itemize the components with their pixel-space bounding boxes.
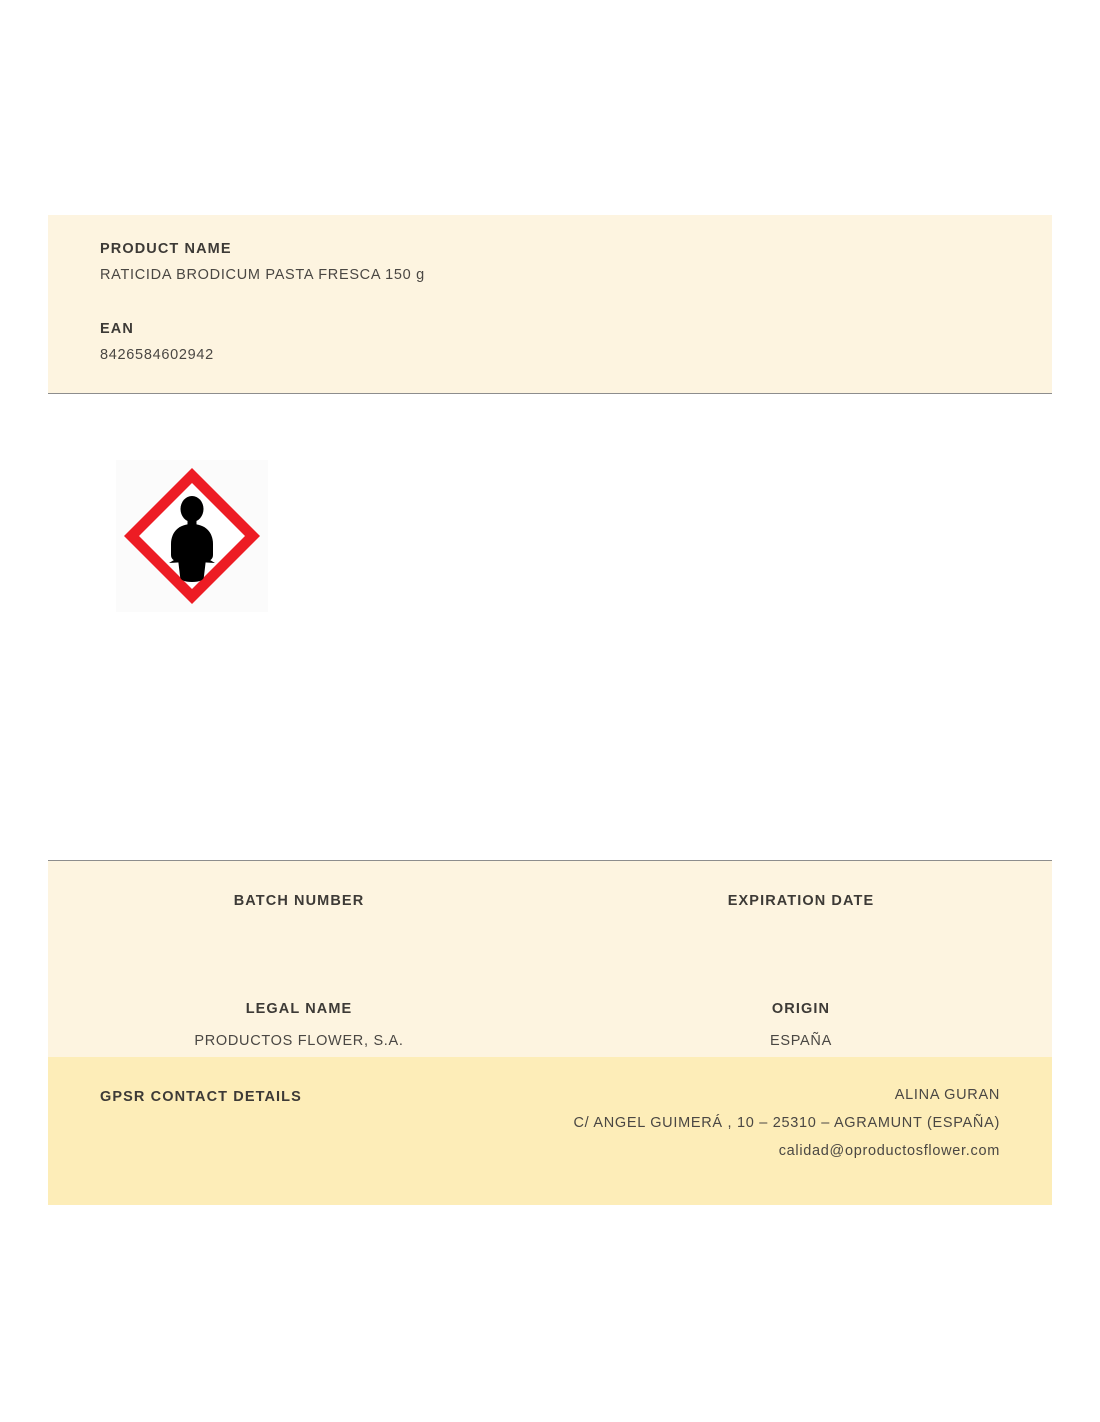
origin-value: ESPAÑA xyxy=(770,1033,832,1049)
batch-expiration-row xyxy=(48,883,1052,953)
batch-number-value xyxy=(68,925,530,943)
batch-number-label: BATCH NUMBER xyxy=(233,893,365,909)
product-details-block xyxy=(48,860,1052,1088)
legal-origin-row xyxy=(48,991,1052,1061)
gpsr-contact-email[interactable]: calidad@oproductosflower.com xyxy=(778,1143,1000,1159)
pictogram-area xyxy=(48,440,1052,840)
product-name-label: PRODUCT NAME xyxy=(100,241,232,257)
health-hazard-icon xyxy=(116,460,268,612)
legal-name-label: LEGAL NAME xyxy=(245,1001,353,1017)
gpsr-contact-address: C/ ANGEL GUIMERÁ , 10 – 25310 – AGRAMUNT (ESPAÑA) xyxy=(573,1115,1000,1131)
ean-group xyxy=(100,321,1000,363)
product-name-group xyxy=(100,241,1000,283)
expiration-date-value xyxy=(570,925,1032,943)
gpsr-contact-name: ALINA GURAN xyxy=(894,1087,1000,1103)
ean-label: EAN xyxy=(100,321,134,337)
batch-number-cell xyxy=(48,883,550,953)
gpsr-contact-lines xyxy=(302,1087,1000,1159)
legal-name-value: PRODUCTOS FLOWER, S.A. xyxy=(194,1033,404,1049)
gpsr-contact-label: GPSR CONTACT DETAILS xyxy=(100,1089,302,1105)
product-identification-block xyxy=(48,215,1052,394)
origin-cell xyxy=(550,991,1052,1061)
expiration-date-label: EXPIRATION DATE xyxy=(727,893,875,909)
ean-value: 8426584602942 xyxy=(100,347,214,363)
gpsr-contact-block xyxy=(48,1057,1052,1205)
origin-label: ORIGIN xyxy=(771,1001,831,1017)
legal-name-cell xyxy=(48,991,550,1061)
product-name-value: RATICIDA BRODICUM PASTA FRESCA 150 g xyxy=(100,267,425,283)
expiration-date-cell xyxy=(550,883,1052,953)
